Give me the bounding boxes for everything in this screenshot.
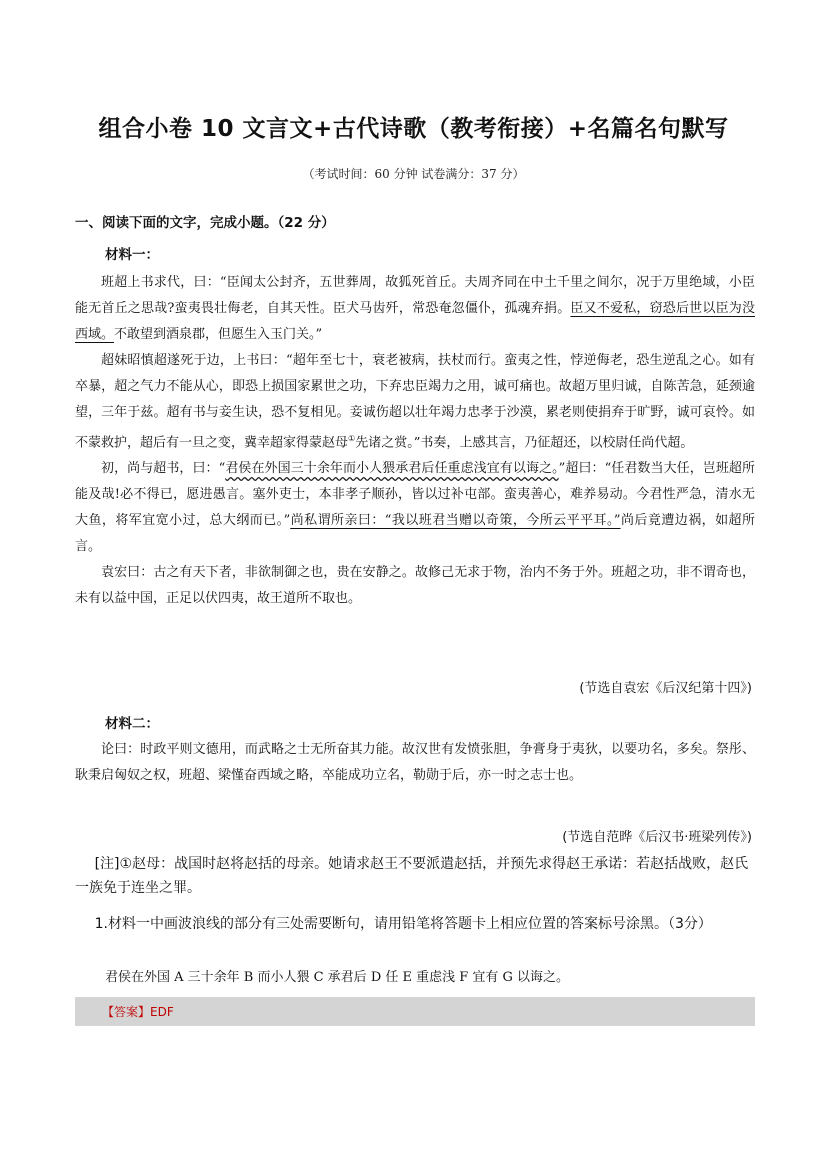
question-1: 1.材料一中画波浪线的部分有三处需要断句，请用铅笔将答题卡上相应位置的答案标号涂黑。（3分） [94,916,712,932]
exam-info: （考试时间：60 分钟 试卷满分：37 分） [302,167,525,181]
material1-heading: 材料一： [105,247,159,263]
page-title: 组合小卷 10 文言文+古代诗歌（教考衔接）+名篇名句默写 [98,116,729,142]
material2-paragraph: 论曰：时政平则文德用，而武略之士无所奋其力能。故汉世有发愤张胆，争膏身于夷狄，以要功名，多矣。祭彤、耿秉启匈奴之权，班超、梁慬奋西域之略，卒能成功立名，勒勋于后，亦一时之志士也。 [75,742,755,783]
footnote-marker: ① [348,434,356,443]
material1-paragraph: 袁宏曰：古之有天下者，非欲制御之也，贵在安静之。故修己无求于物，治内不务于外。班超之功，非不谓奇也，未有以益中国，正足以伏四夷，故王道所不取也。 [75,565,755,607]
answer-text: 【答案】EDF [102,1005,174,1019]
underlined-sentence-1: 臣又不爱私，窃恐后世以臣为没西域。 [75,301,755,342]
material1-paragraph: 超妹昭慎超遂死于边，上书曰：“超年至七十，衰老被病，扶杖而行。蛮夷之性，悖逆侮老，恐生逆乱之心。如有卒暴，超之气力不能从心，即恐上损国家累世之功，下弃忠臣竭力之用，诚可痛也。故超万里归诚，自陈苦急，延颈逾望，三年于兹。超有书与妾生诀，恐不复相见。妾诚伤超以壮年竭力忠孝于沙漠，累老则使捐弃于旷野，诚可哀怜。如不蒙救护，超后有一旦之变，冀幸超家得蒙赵母①先诸之赏。”书奏，上感其言，乃征超还，以校尉任尚代超。 [75,353,755,451]
section-heading: 一、阅读下面的文字，完成小题。（22 分） [75,215,335,231]
footnote: [注]①赵母：战国时赵将赵括的母亲。她请求赵王不要派遣赵括，并预先求得赵王承诺：若赵括战败，赵氏一族免于连坐之罪。 [75,856,749,896]
question-1-options: 君侯在外国 A 三十余年 B 而小人猥 C 承君后 D 任 E 重虑浅 F 宜有 G 以诲之。 [105,970,570,985]
material2-heading: 材料二： [105,716,159,732]
material1-source: (节选自袁宏《后汉纪第十四》) [579,681,752,696]
material1-text [75,270,755,612]
material2-source: (节选自范晔《后汉书·班梁列传》) [562,830,752,845]
material2-text [75,737,755,789]
material1-paragraph: 班超上书求代，曰：“臣闻太公封齐，五世葬周，故狐死首丘。夫周齐同在中土千里之间尔，况于万里绝域，小臣能无首丘之思哉?蛮夷畏壮侮老，自其天性。臣犬马齿歼，常恐奄忽僵仆，孤魂弃捐。臣又不爱私，窃恐后世以臣为没西域。不敢望到酒泉郡，但愿生入玉门关。” [75,275,755,342]
answer-box [75,997,755,1026]
material1-paragraph: 初，尚与超书，曰：“君侯在外国三十余年而小人猥承君后任重虑浅宜有以诲之。”超曰：“任君数当大任，岂班超所能及哉!必不得已，愿进愚言。塞外吏士，本非孝子顺孙，皆以过补屯部。蛮夷善心，难养易动。今君性严急，清水无大鱼，将军宜宽小过，总大纲而已。”尚私谓所亲曰：“我以班君当赠以奇策，今所云平平耳。”尚后竟遭边祸，如超所言。 [75,461,755,555]
underlined-sentence-2: 尚私谓所亲曰：“我以班君当赠以奇策，今所云平平耳。” [290,513,621,529]
wavy-underlined-sentence: 君侯在外国三十余年而小人猥承君后任重虑浅宜有以诲之。 [225,461,559,477]
